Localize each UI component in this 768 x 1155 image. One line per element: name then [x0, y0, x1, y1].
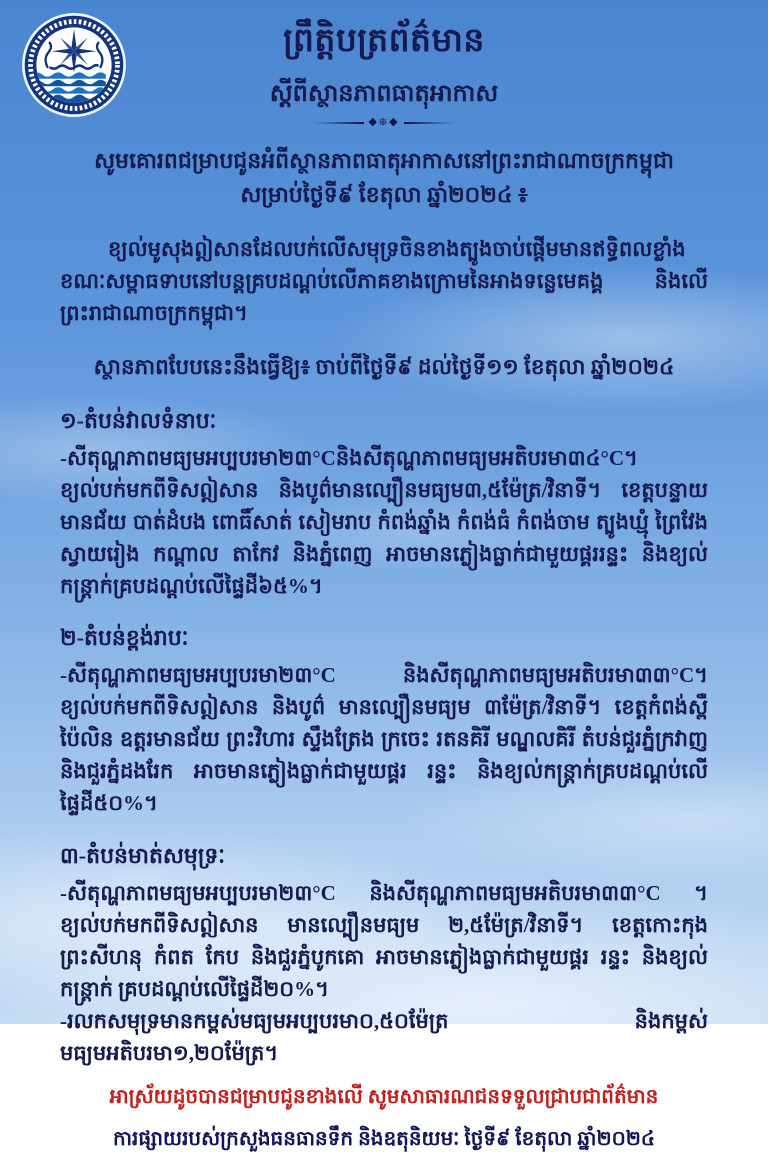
section-plateau — [60, 624, 708, 820]
section-paragraph: -សីតុណ្ហភាពមធ្យមអប្បបរមា២៣°C និងសីតុណ្ហភាពមធ្យមអតិបរមា៣៣°C។ ខ្យល់បក់មកពីទិសឦសាន និងបូព៌ មានល្បឿនមធ្យម ៣ម៉ែត្រ/វិនាទី។ ខេត្តកំពង់ស្ពឺ ប៉ៃលិន ឧត្តរមានជ័យ ព្រះវិហារ ស្ទឹងត្រែង ក្រចេះ រតនគិរី មណ្ឌលគិរី តំបន់ជួរភ្នំក្រវាញ និងជួរភ្នំដងរែក អាចមានភ្លៀងធ្លាក់ជាមួយផ្គរ រន្ទះ និងខ្យល់កន្ត្រាក់គ្របដណ្តប់លើផ្ទៃដី៥០%។ — [60, 663, 708, 816]
synopsis-paragraph: ខ្យល់មូសុងឦសានដែលបក់លើសមុទ្រចិនខាងត្បូងចាប់ផ្ដើមមានឥទ្ធិពលខ្លាំង ខណៈសម្ពាធទាបនៅបន្តគ្របដណ្ដប់លើភាគខាងក្រោមនៃអាងទន្លេមេគង្គ និងលើព្រះរាជាណាចក្រកម្ពុជា។ — [60, 237, 708, 325]
sea-wave-paragraph: -រលកសមុទ្រមានកម្ពស់មធ្យមអប្បបរមា០,៥០ម៉ែត្រ និងកម្ពស់មធ្យមអតិបរមា១,២០ម៉ែត្រ។ — [60, 1008, 708, 1065]
page-subtitle: ស្តីពីស្ថានភាពធាតុអាកាស — [269, 81, 499, 107]
forecast-period-line: ស្ថានភាពបែបនេះនឹងធ្វើឱ្យ៖ ចាប់ពីថ្ងៃទី៩ ដល់ថ្ងៃទី១១ ខែតុលា ឆ្នាំ២០២៤ — [93, 354, 675, 379]
ornamental-divider — [60, 117, 708, 128]
section-coastal — [60, 842, 708, 1069]
intro-line-1: សូមគោរពជម្រាបជូនអំពីស្ថានភាពធាតុអាកាសនៅព្រះរាជាណាចក្រកម្ពុជា — [94, 148, 674, 173]
divider-ornament-icon: ◆᪥◆ — [368, 116, 400, 128]
section-heading: ១-តំបន់វាលទំនាបៈ — [60, 407, 217, 433]
bulletin-header — [60, 20, 708, 128]
page-title: ព្រឹត្តិបត្រព័ត៌មាន — [283, 23, 485, 59]
section-heading: ២-តំបន់ខ្ពង់រាបៈ — [60, 625, 189, 651]
intro-line-2: សម្រាប់ថ្ងៃទី៩ ខែតុលា ឆ្នាំ២០២៤ ៖ — [240, 182, 528, 208]
section-paragraph: -សីតុណ្ហភាពមធ្យមអប្បបរមា២៣°C និងសីតុណ្ហភាពមធ្យមអតិបរមា៣៣°C ។ ខ្យល់បក់មកពីទិសឦសាន មានល្បឿនមធ្យម ២,៥ម៉ែត្រ/វិនាទី។ ខេត្តកោះកុង ព្រះសីហនុ កំពត កែប និងជួរភ្នំបូកគោ អាចមានភ្លៀងធ្លាក់ជាមួយផ្គរ រន្ទះ និងខ្យល់កន្ត្រាក់ គ្របដណ្តប់លើផ្ទៃដី២០%។ — [60, 880, 708, 1001]
source-line: ការផ្សាយរបស់ក្រសួងធនធានទឹក និងឧតុនិយមៈ ថ្ងៃទី៩ ខែតុលា ឆ្នាំ២០២៤ — [112, 1128, 656, 1151]
section-lowlands — [60, 407, 708, 603]
intro-block — [60, 144, 708, 212]
public-notice-line: អាស្រ័យដូចបានជម្រាបជូនខាងលើ សូមសាធារណជនទទួលជ្រាបជាព័ត៌មាន — [109, 1086, 659, 1109]
section-paragraph: -សីតុណ្ហភាពមធ្យមអប្បបរមា២៣°Cនិងសីតុណ្ហភាពមធ្យមអតិបរមា៣៤°C។ ខ្យល់បក់មកពីទិសឦសាន និងបូព៌មានល្បឿនមធ្យម៣,៥ម៉ែត្រ/វិនាទី។ ខេត្តបន្ទាយមានជ័យ បាត់ដំបង ពោធិ៍សាត់ សៀមរាប កំពង់ឆ្នាំង កំពង់ធំ កំពង់ចាម ត្បូងឃ្មុំ ព្រៃវែង ស្វាយរៀង កណ្តាល តាកែវ និងភ្នំពេញ អាចមានភ្លៀងធ្លាក់ជាមួយផ្គររន្ទះ និងខ្យល់កន្ត្រាក់គ្របដណ្តប់លើផ្ទៃដី៦៥%។ — [60, 445, 708, 598]
section-heading: ៣-តំបន់មាត់សមុទ្រៈ — [60, 842, 226, 868]
